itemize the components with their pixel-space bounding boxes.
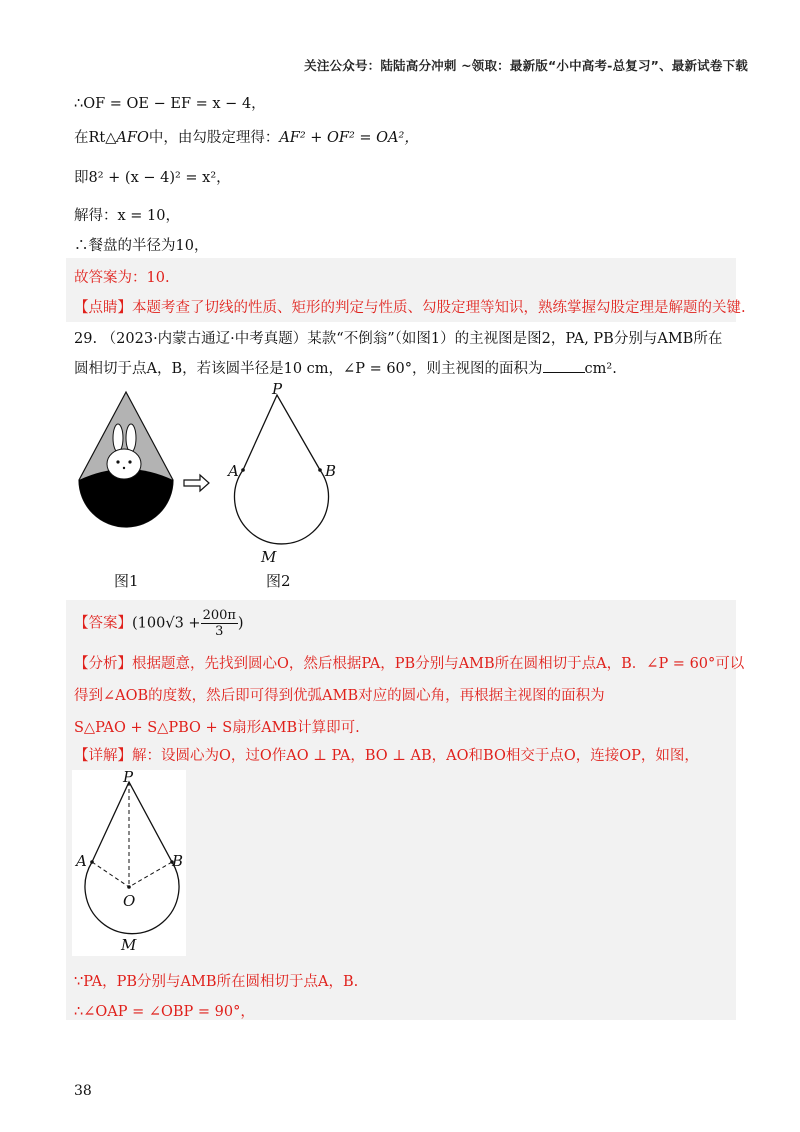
equation-substitution: 即8² + (x − 4)² = x²， (74, 170, 231, 186)
question-text-2: 圆相切于点A，B，若该圆半径是10 cm，∠P = 60°，则主视图的面积为 (74, 361, 543, 377)
text-line-1 (74, 92, 266, 113)
fig3-label-B: B (172, 852, 184, 870)
detail-line-1 (74, 744, 699, 765)
fig3-label-A: A (76, 852, 87, 870)
triangle-name: AFO (116, 130, 149, 146)
detail-text-1: 解：设圆心为O，过O作AO ⊥ PA，BO ⊥ AB，AO和BO相交于点O，连接OP，如图， (132, 748, 699, 764)
analysis-text-3: S△PAO + S△PBO + S扇形AMB计算即可. (74, 720, 360, 736)
fraction-numerator: 200π (202, 608, 236, 623)
answer-line (74, 266, 170, 287)
page-number: 38 (74, 1083, 92, 1099)
detail-tag: 【详解】 (74, 748, 132, 764)
text-fragment: 在Rt△ (74, 130, 117, 146)
analysis-line-2 (74, 684, 605, 705)
comment-text: 本题考查了切线的性质、矩形的判定与性质、勾股定理等知识，熟练掌握勾股定理是解题的关键. (132, 300, 746, 316)
label-A: A (228, 462, 239, 480)
answer-expression: (100√3 + (132, 615, 201, 632)
since-text: ∵PA，PB分别与AMB所在圆相切于点A，B. (74, 974, 359, 990)
comment-tag: 【点睛】 (74, 300, 132, 316)
arrow-icon (184, 475, 209, 491)
text-line-5 (74, 234, 208, 255)
solution-x: 解得：x = 10， (74, 208, 180, 224)
answer-fraction (201, 608, 238, 639)
fig3-label-M: M (121, 936, 137, 954)
figures-1-2 (66, 380, 366, 595)
front-view-figure (234, 395, 328, 544)
text-line-2 (74, 126, 419, 147)
tumbler-figure (79, 392, 173, 527)
label-B: B (325, 462, 337, 480)
answer-close: ) (237, 615, 244, 632)
label-P: P (272, 380, 283, 398)
fraction-denominator: 3 (215, 624, 224, 639)
radius-conclusion: ∴餐盘的半径为10， (74, 238, 209, 254)
therefore-text: ∴∠OAP = ∠OBP = 90°， (74, 1004, 255, 1020)
unit-cm2: cm². (584, 361, 617, 377)
answer-blank (543, 360, 585, 373)
label-M: M (261, 548, 277, 566)
analysis-line-3 (74, 716, 360, 737)
text-line-4 (74, 204, 180, 225)
analysis-text-2: 得到∠AOB的度数，然后即可得到优弧AMB对应的圆心角，再根据主视图的面积为 (74, 688, 605, 704)
answer-tag: 【答案】 (74, 615, 132, 632)
since-line (74, 970, 358, 991)
therefore-line (74, 1000, 255, 1021)
analysis-line-1 (74, 652, 744, 673)
pythagoras-equation: AF² + OF² = OA²， (279, 130, 419, 146)
question-text-1: （2023·内蒙古通辽·中考真题）某款“不倒翁”（如图1）的主视图是图2，PA, PB分别与AMB所在 (101, 331, 723, 347)
figure-2-caption: 图2 (266, 572, 291, 590)
analysis-text-1: 根据题意，先找到圆心O，然后根据PA，PB分别与AMB所在圆相切于点A，B．∠P = 60°可以 (132, 656, 745, 672)
text-fragment: 中，由勾股定理得： (148, 130, 280, 146)
figure-1-caption: 图1 (114, 572, 139, 590)
answer-text: 故答案为：10. (74, 270, 170, 286)
fig3-label-O: O (123, 892, 136, 910)
solution-figure (72, 770, 186, 956)
text-line-3 (74, 166, 231, 187)
question-line-1 (74, 327, 722, 348)
question-number: 29. (74, 331, 98, 347)
fig3-label-P: P (123, 768, 134, 786)
answer-row (74, 608, 244, 639)
page-header: 关注公众号：陆陆高分冲刺 ~领取：最新版“小中高考-总复习”、最新试卷下载 (304, 58, 748, 73)
equation-of: ∴OF = OE − EF = x − 4， (74, 96, 266, 112)
question-line-2 (74, 357, 617, 378)
analysis-tag: 【分析】 (74, 656, 132, 672)
comment-line (74, 296, 746, 317)
